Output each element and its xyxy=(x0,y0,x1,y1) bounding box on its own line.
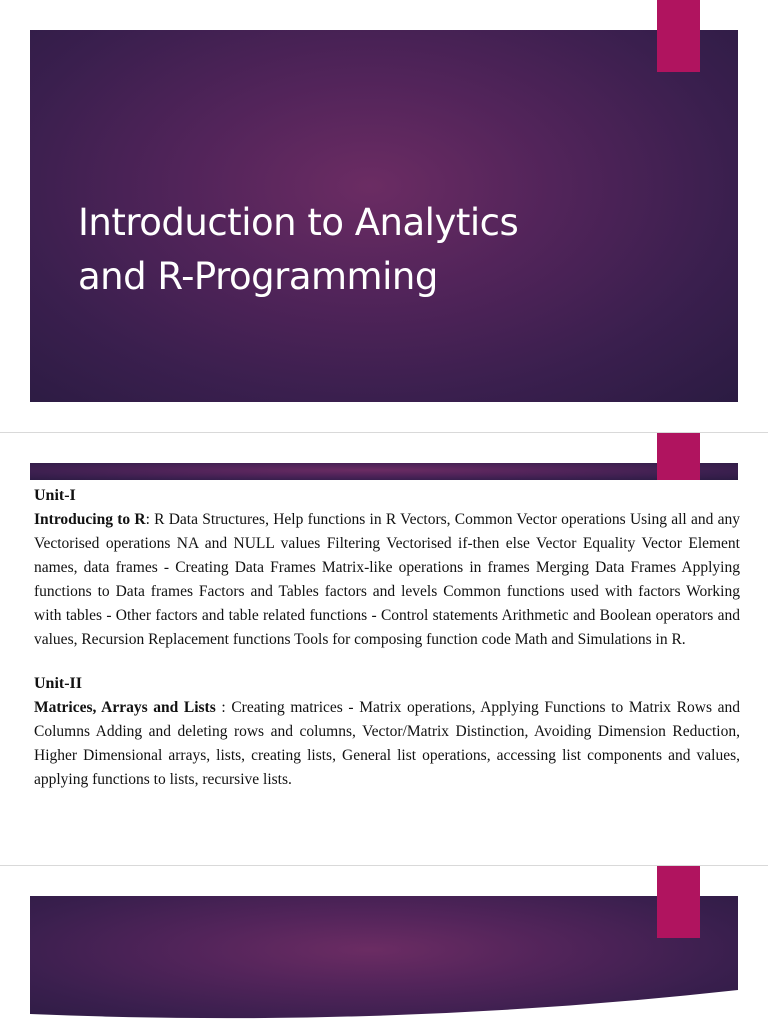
slide2-accent-tab xyxy=(657,433,700,480)
unit2-paragraph xyxy=(34,696,740,792)
syllabus-content xyxy=(34,484,740,792)
unit1-lead-term: Introducing to R xyxy=(34,511,146,528)
unit2-lead-term: Matrices, Arrays and Lists xyxy=(34,699,216,716)
slide3-accent-tab xyxy=(657,866,700,938)
slide3-wave-decoration xyxy=(30,954,738,1024)
third-slide xyxy=(30,896,738,1024)
unit1-paragraph xyxy=(34,508,740,652)
unit2-heading: Unit-II xyxy=(34,675,83,692)
page-separator xyxy=(0,865,768,866)
spacer xyxy=(34,652,740,672)
syllabus-slide-header-bar xyxy=(30,463,738,480)
unit2-body: : Creating matrices - Matrix operations, Applying Functions to Matrix Rows and Columns Adding and deleting rows and columns, Vector/Matrix Distinction, Avoiding Dimension Reduction, Higher Dimensional arrays, lists, creating lists, General list operations, accessing list components and values, applying functions to lists, recursive lists. xyxy=(34,699,740,788)
unit1-heading: Unit-I xyxy=(34,487,76,504)
page-separator xyxy=(0,432,768,433)
unit1-body: : R Data Structures, Help functions in R Vectors, Common Vector operations Using all and any Vectorised operations NA and NULL values Filtering Vectorised if-then else Vector Equality Vector Element names, data frames - Creating Data Frames Matrix-like operations in frames Merging Data Frames Applying functions to Data frames Factors and Tables factors and levels Common functions used with factors Working with tables - Other factors and table related functions - Control statements Arithmetic and Boolean operators and values, Recursion Replacement functions Tools for composing function code Math and Simulations in R. xyxy=(34,511,740,648)
slide-title-line1: Introduction to Analytics xyxy=(78,201,519,244)
slide-title xyxy=(78,196,718,304)
slide-title-line2: and R-Programming xyxy=(78,255,438,298)
slide1-accent-tab xyxy=(657,0,700,72)
